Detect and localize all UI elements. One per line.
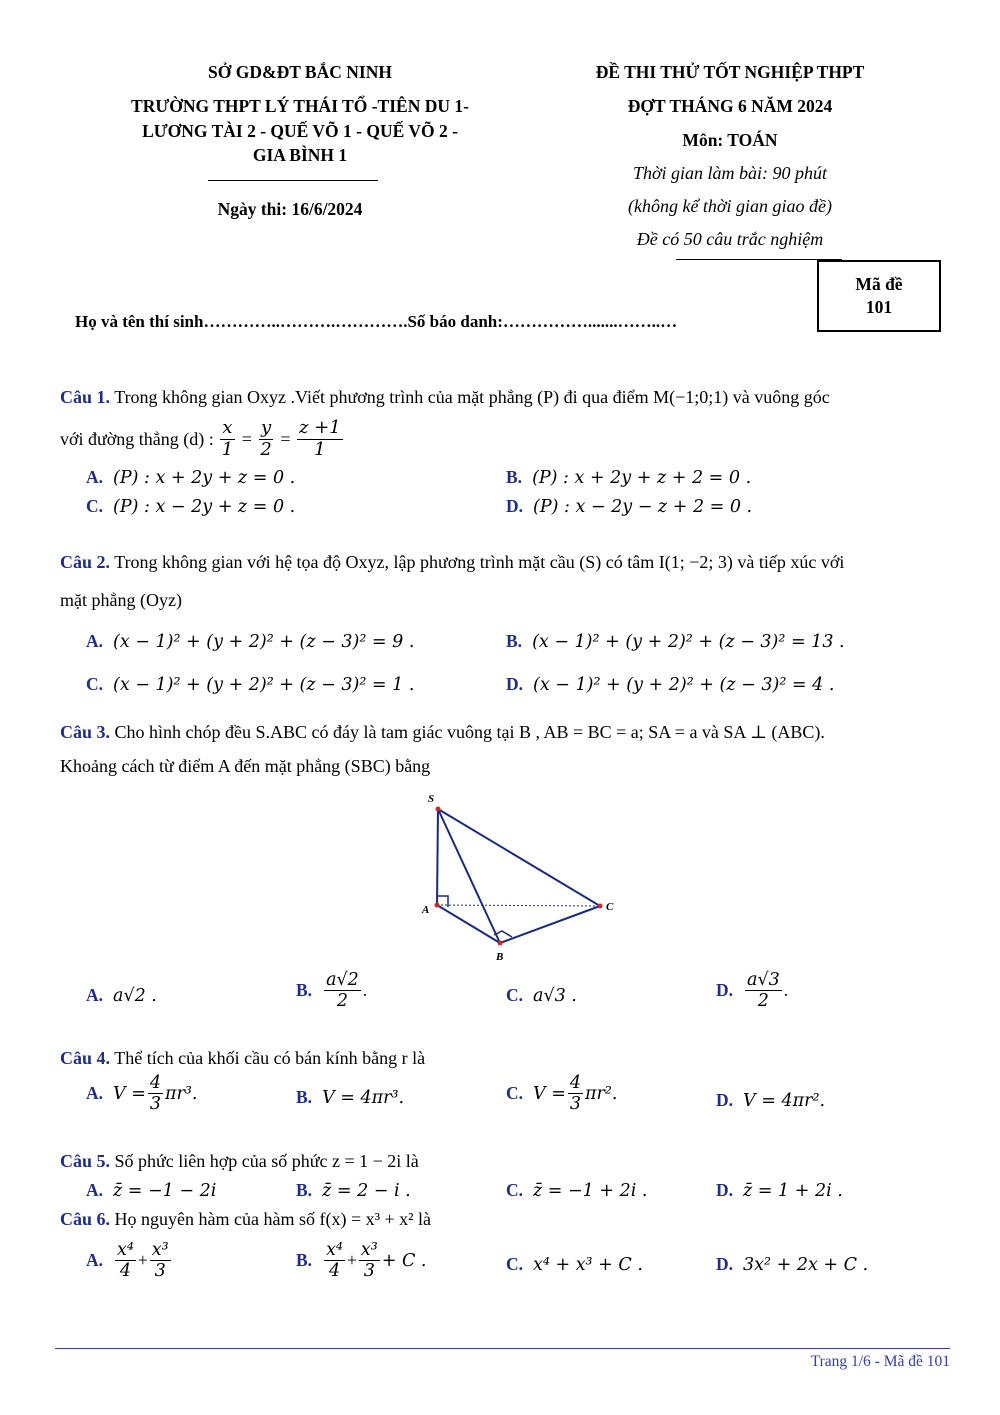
fraction-y: $\frac{y}{2}$ (260, 416, 272, 460)
question-1-option-b[interactable]: B. (P) : x + 2y + z + 2 = 0 . (506, 467, 752, 488)
question-4-option-b[interactable]: B. V = 4πr³. (296, 1087, 405, 1108)
header-divider-left (208, 180, 378, 181)
point-b (498, 941, 503, 946)
label-a: A (422, 904, 430, 916)
exam-round: ĐỢT THÁNG 6 NĂM 2024 (627, 96, 833, 116)
page-footer: Trang 1/6 - Mã đề 101 (810, 1353, 950, 1370)
question-3-option-c[interactable]: C. a√3 . (506, 985, 577, 1006)
question-2-label: Câu 2. (60, 552, 111, 572)
label-c: C (606, 901, 614, 913)
question-5-label: Câu 5. (60, 1151, 111, 1171)
edge-sb (438, 809, 500, 943)
exam-title: ĐỀ THI THỬ TỐT NGHIỆP THPT (595, 62, 865, 82)
edge-sc (438, 809, 600, 906)
question-3-text: Cho hình chóp đều S.ABC có đáy là tam giác vuông tại B , AB = BC = a; SA = a và SA ⊥ (ABC). (114, 722, 825, 742)
exam-time-note: (không kể thời gian giao đề) (627, 196, 833, 216)
fraction-z: $\frac{z +1}{1}$ (299, 416, 341, 460)
question-1-text2: với đường thẳng (d) : (60, 429, 214, 449)
question-5-text: Số phức liên hợp của số phức z = 1 − 2i là (114, 1151, 419, 1171)
question-5-option-b[interactable]: B. z̄ = 2 − i . (296, 1180, 411, 1201)
question-1-option-a[interactable]: A. (P) : x + 2y + z = 0 . (86, 467, 296, 488)
question-6 (60, 1204, 431, 1234)
question-4 (60, 1043, 425, 1073)
question-4-option-a[interactable]: A. V = $\frac{4}{3}$ πr³. (86, 1073, 198, 1115)
question-4-text: Thể tích của khối cầu có bán kính bằng r là (114, 1048, 426, 1068)
question-1-line2: với đường thẳng (d) : $\frac{x}{1}$ = $\frac{y}{2}$ = $\frac{z +1}{1}$ (60, 414, 345, 464)
exam-date: Ngày thi: 16/6/2024 (217, 199, 363, 219)
question-2-option-d[interactable]: D. (x − 1)² + (y + 2)² + (z − 3)² = 4 . (506, 674, 835, 695)
department-name: SỞ GD&ĐT BẮC NINH (208, 62, 392, 82)
question-4-option-c[interactable]: C. V = $\frac{4}{3}$ πr². (506, 1073, 618, 1115)
question-5-option-d[interactable]: D. z̄ = 1 + 2i . (716, 1180, 843, 1201)
question-2-text: Trong không gian với hệ tọa độ Oxyz, lập phương trình mặt cầu (S) có tâm I(1; −2; 3) và tiếp xúc với (114, 552, 845, 572)
edge-sa (437, 809, 438, 905)
point-c (598, 904, 603, 909)
question-2-option-a[interactable]: A. (x − 1)² + (y + 2)² + (z − 3)² = 9 . (86, 631, 415, 652)
question-4-label: Câu 4. (60, 1048, 111, 1068)
question-3 (60, 717, 825, 747)
edge-ac-hidden (437, 905, 600, 906)
question-2-option-c[interactable]: C. (x − 1)² + (y + 2)² + (z − 3)² = 1 . (86, 674, 415, 695)
question-3-text2: Khoảng cách từ điểm A đến mặt phẳng (SBC) bằng (60, 756, 431, 776)
fraction-x: $\frac{x}{1}$ (221, 416, 234, 460)
question-2-text2: mặt phẳng (Oyz) (60, 590, 182, 610)
school-name-line2: LƯƠNG TÀI 2 - QUẾ VÕ 1 - QUẾ VÕ 2 - (142, 121, 458, 141)
question-1-option-d[interactable]: D. (P) : x − 2y − z + 2 = 0 . (506, 496, 753, 517)
exam-time: Thời gian làm bài: 90 phút (632, 163, 828, 183)
question-3-option-a[interactable]: A. a√2 . (86, 985, 157, 1006)
footer-rule (55, 1348, 950, 1349)
exam-code-value: 101 (865, 297, 893, 317)
question-3-label: Câu 3. (60, 722, 111, 742)
question-1-text: Trong không gian Oxyz .Viết phương trình của mặt phẳng (P) đi qua điểm M(−1;0;1) và vuông góc (114, 387, 830, 407)
question-6-option-d[interactable]: D. 3x² + 2x + C . (716, 1254, 869, 1275)
point-a (435, 903, 440, 908)
question-5 (60, 1146, 419, 1176)
exam-code-label: Mã đề (855, 274, 903, 294)
question-6-text: Họ nguyên hàm của hàm số f(x) = x³ + x² là (114, 1209, 432, 1229)
question-3-option-d[interactable]: D. $\frac{a√3}{2}$ . (716, 970, 789, 1012)
question-5-option-c[interactable]: C. z̄ = −1 + 2i . (506, 1180, 648, 1201)
point-s (436, 807, 441, 812)
school-name-line1: TRƯỜNG THPT LÝ THÁI TỔ -TIÊN DU 1- (131, 96, 469, 116)
question-2-option-b[interactable]: B. (x − 1)² + (y + 2)² + (z − 3)² = 13 . (506, 631, 845, 652)
pyramid-figure (410, 785, 625, 960)
question-2 (60, 547, 844, 577)
question-1 (60, 382, 830, 412)
question-count: Đề có 50 câu trắc nghiệm (636, 229, 824, 249)
question-3-option-b[interactable]: B. $\frac{a√2}{2}$ . (296, 970, 368, 1012)
question-6-option-c[interactable]: C. x⁴ + x³ + C . (506, 1254, 643, 1275)
question-1-option-c[interactable]: C. (P) : x − 2y + z = 0 . (86, 496, 296, 517)
question-6-label: Câu 6. (60, 1209, 111, 1229)
exam-code-box (817, 260, 941, 332)
question-6-option-a[interactable]: A. $\frac{\text{x⁴}}{4}$ + $\frac{\text{x³}}{3}$ (86, 1240, 169, 1282)
question-6-option-b[interactable]: B. $\frac{\text{x⁴}}{4}$ + $\frac{\text{x³}}{3}$ + C . (296, 1240, 427, 1282)
question-1-label: Câu 1. (60, 387, 111, 407)
label-b: B (496, 951, 504, 960)
question-4-option-d[interactable]: D. V = 4πr². (716, 1090, 826, 1111)
subject: Môn: TOÁN (682, 130, 778, 150)
edge-bc (500, 906, 600, 943)
student-info-line: Họ và tên thí sinh…………..……….………….Số báo danh:…………….......……..… (75, 312, 678, 331)
question-5-option-a[interactable]: A. z̄ = −1 − 2i (86, 1180, 217, 1201)
school-name-line3: GIA BÌNH 1 (252, 145, 348, 165)
label-s: S (428, 793, 435, 805)
